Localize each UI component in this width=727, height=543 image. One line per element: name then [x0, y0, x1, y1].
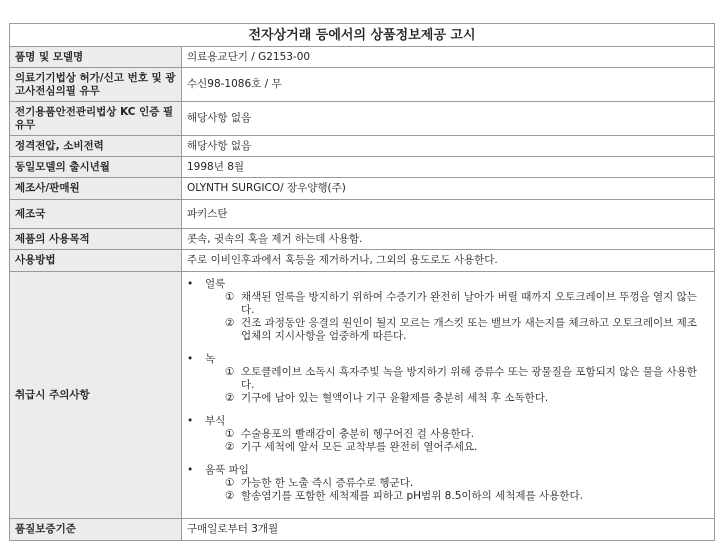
list-item	[225, 317, 709, 343]
list-item	[225, 477, 709, 490]
item-number: ①	[225, 477, 235, 489]
table-row	[10, 136, 715, 157]
warranty-value: 구매일로부터 3개월	[182, 519, 715, 541]
row-label: 동일모델의 출시년월	[10, 157, 182, 178]
row-value: 의료용교단기 / G2153-00	[182, 47, 715, 68]
item-number: ①	[225, 366, 235, 378]
table-row	[10, 519, 715, 541]
item-text: 채색된 얼룩을 방지하기 위하여 수증기가 완전히 날아가 버릴 때까지 오토크레이브 뚜껑을 열지 않는다.	[241, 291, 697, 316]
row-label: 제조국	[10, 200, 182, 229]
notes-section	[187, 414, 709, 454]
row-value: 수신98-1086호 / 무	[182, 68, 715, 102]
item-text: 기구에 남아 있는 혈액이나 기구 윤활제를 충분히 세척 후 소독한다.	[241, 392, 549, 404]
list-item	[225, 392, 709, 405]
item-number: ①	[225, 291, 235, 303]
notes-section	[187, 277, 709, 343]
product-info-notice	[9, 23, 714, 541]
table-row	[10, 102, 715, 136]
table-row	[10, 157, 715, 178]
item-text: 건조 과정동안 응결의 원인이 될지 모르는 개스킷 또는 밸브가 새는지를 체크하고 오토크레이브 제조업체의 지시사항을 엄중하게 따른다.	[241, 317, 697, 342]
item-text: 가능한 한 노출 즉시 증류수로 헹군다.	[241, 477, 414, 489]
table-row	[10, 178, 715, 200]
row-value: 주로 이비인후과에서 혹등을 제거하거나, 그외의 용도로도 사용한다.	[182, 250, 715, 272]
item-text: 오토클레이브 소독시 흑자주빛 녹을 방지하기 위해 증류수 또는 광물질을 포함되지 않은 물을 사용한다.	[241, 366, 697, 391]
row-label: 사용방법	[10, 250, 182, 272]
table-row	[10, 250, 715, 272]
item-text: 수술용포의 빨래감이 충분히 헹구어진 걸 사용한다.	[241, 428, 475, 440]
bullet-icon: •	[187, 464, 194, 476]
notes-label: 취급시 주의사항	[10, 272, 182, 519]
notes-row	[10, 272, 715, 519]
item-number: ②	[225, 317, 235, 329]
item-number: ①	[225, 428, 235, 440]
row-value: OLYNTH SURGICO/ 장우양행(주)	[182, 178, 715, 200]
row-value: 콧속, 귓속의 혹을 제거 하는데 사용함.	[182, 229, 715, 250]
list-item	[225, 291, 709, 317]
notes-section	[187, 463, 709, 503]
section-title: 움푹 파임	[205, 464, 249, 476]
item-text: 할송염기를 포함한 세척제를 피하고 pH범위 8.5이하의 세척제를 사용한다.	[241, 490, 583, 502]
list-item	[225, 366, 709, 392]
row-value: 파키스탄	[182, 200, 715, 229]
table-title: 전자상거래 등에서의 상품정보제공 고시	[10, 24, 715, 47]
row-label: 의료기기법상 허가/신고 번호 및 광고사전심의필 유무	[10, 68, 182, 102]
item-number: ②	[225, 490, 235, 502]
row-value: 해당사항 없음	[182, 102, 715, 136]
section-title: 얼룩	[205, 278, 226, 290]
list-item	[225, 441, 709, 454]
row-label: 품명 및 모델명	[10, 47, 182, 68]
product-info-table	[9, 23, 715, 541]
row-label: 전기용품안전관리법상 KC 인증 필 유무	[10, 102, 182, 136]
row-label: 정격전압, 소비전력	[10, 136, 182, 157]
table-row	[10, 47, 715, 68]
item-text: 기구 세척에 앞서 모든 교착부를 완전히 열어주세요.	[241, 441, 478, 453]
row-value: 해당사항 없음	[182, 136, 715, 157]
section-title: 녹	[205, 353, 216, 365]
bullet-icon: •	[187, 415, 194, 427]
row-label: 제조사/판매원	[10, 178, 182, 200]
notes-section	[187, 352, 709, 405]
item-number: ②	[225, 392, 235, 404]
warranty-label: 품질보증기준	[10, 519, 182, 541]
table-row	[10, 229, 715, 250]
list-item	[225, 428, 709, 441]
item-number: ②	[225, 441, 235, 453]
notes-content	[182, 272, 715, 519]
section-title: 부식	[205, 415, 226, 427]
table-row	[10, 68, 715, 102]
bullet-icon: •	[187, 353, 194, 365]
title-row	[10, 24, 715, 47]
bullet-icon: •	[187, 278, 194, 290]
row-label: 제품의 사용목적	[10, 229, 182, 250]
list-item	[225, 490, 709, 503]
row-value: 1998년 8월	[182, 157, 715, 178]
table-row	[10, 200, 715, 229]
